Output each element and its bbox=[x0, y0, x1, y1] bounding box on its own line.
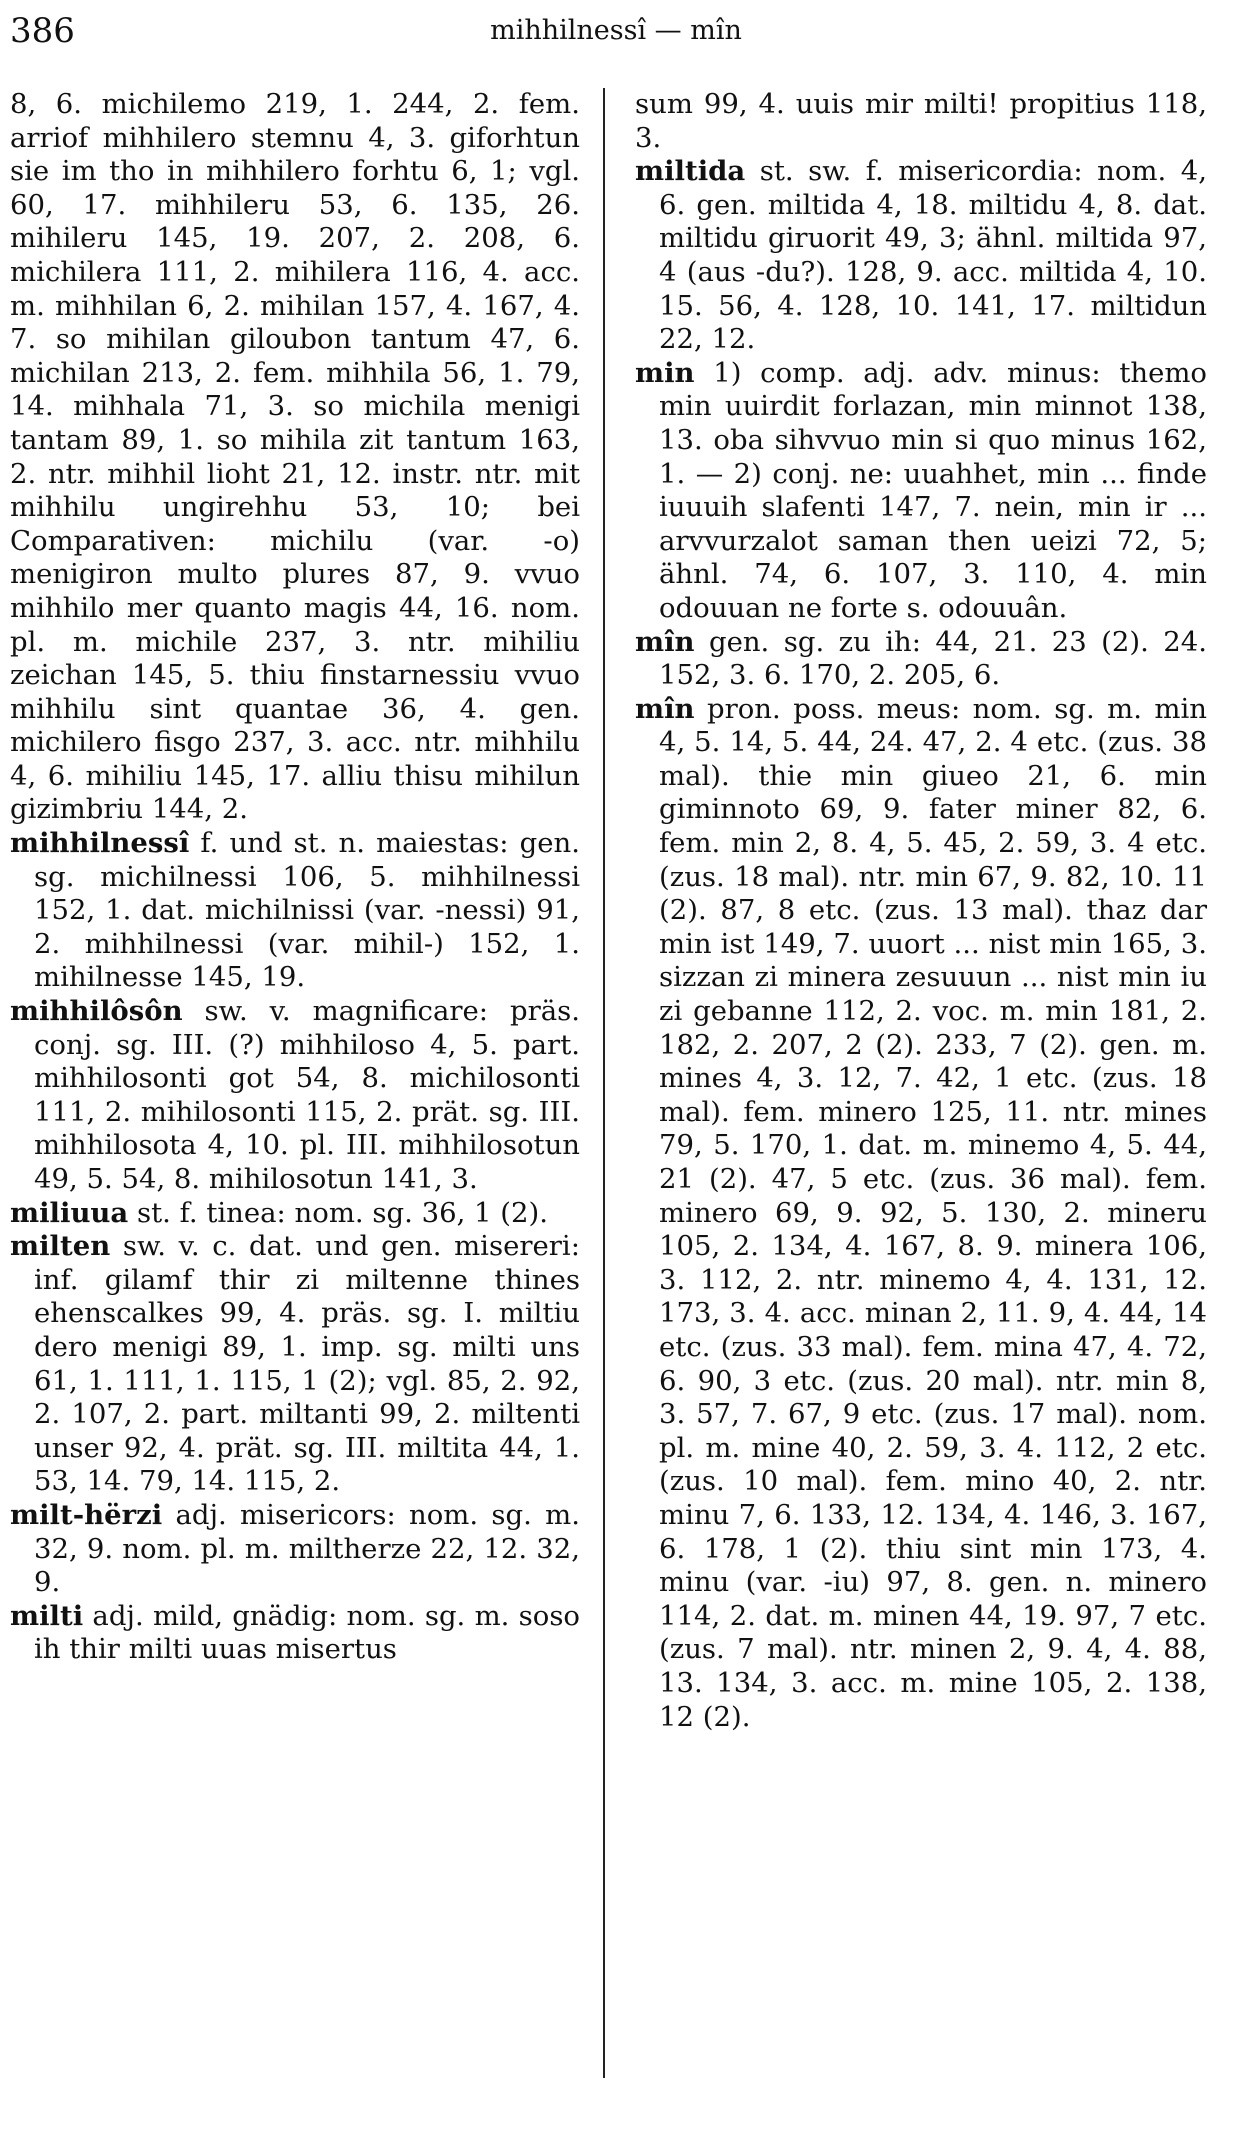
right-column bbox=[635, 88, 1207, 1734]
page-number: 386 bbox=[10, 11, 75, 51]
entry-text: adj. misericors: nom. sg. m. 32, 9. nom. pl. m. miltherze 22, 12. 32, 9. bbox=[34, 1498, 580, 1599]
entry-lemma: milti bbox=[10, 1599, 84, 1632]
entry-lemma: milt-hërzi bbox=[10, 1498, 163, 1531]
entry-text: gen. sg. zu ih: 44, 21. 23 (2). 24. 152, 3. 6. 170, 2. 205, 6. bbox=[659, 625, 1207, 692]
entry-text: sum 99, 4. uuis mir milti! propitius 118, 3. bbox=[635, 88, 1207, 154]
running-title: mihhilnessî — mîn bbox=[490, 15, 742, 46]
left-column bbox=[10, 88, 580, 1667]
dictionary-entry bbox=[635, 626, 1207, 693]
entry-text: sw. v. magnificare: präs. conj. sg. III. (?) mihhiloso 4, 5. part. mihhilosonti got 54, 8. michilosonti 111, 2. mihilosonti 115, 2. prät. sg. III. mihhilosota 4, 10. pl. III. mihhilosotun 49, 5. 54, 8. mihilosotun 141, 3. bbox=[34, 995, 580, 1195]
continued-entry bbox=[635, 88, 1207, 155]
entry-text: adj. mild, gnädig: nom. sg. m. soso ih thir milti uuas misertus bbox=[34, 1599, 580, 1666]
entry-lemma: miliuua bbox=[10, 1196, 129, 1229]
entry-text: st. f. tinea: nom. sg. 36, 1 (2). bbox=[128, 1196, 548, 1229]
entry-text: 8, 6. michilemo 219, 1. 244, 2. fem. arriof mihhilero stemnu 4, 3. giforhtun sie im tho in mihhilero forhtu 6, 1; vgl. 60, 17. mihhileru 53, 6. 135, 26. mihileru 145, 19. 207, 2. 208, 6. michilera 111, 2. mihilera 116, 4. acc. m. mihhilan 6, 2. mihilan 157, 4. 167, 4. 7. so mihilan giloubon tantum 47, 6. michilan 213, 2. fem. mihhila 56, 1. 79, 14. mihhala 71, 3. so michila menigi tantam 89, 1. so mihila zit tantum 163, 2. ntr. mihhil lioht 21, 12. instr. ntr. mit mihhilu ungirehhu 53, 10; bei Comparativen: michilu (var. -o) menigiron multo plures 87, 9. vvuo mihhilo mer quanto magis 44, 16. nom. pl. m. michile 237, 3. ntr. mihiliu zeichan 145, 5. thiu finstarnessiu vvuo mihhilu sint quantae 36, 4. gen. michilero fisgo 237, 3. acc. ntr. mihhilu 4, 6. mihiliu 145, 17. alliu thisu mihilun gizimbriu 144, 2. bbox=[10, 88, 580, 826]
entry-text: sw. v. c. dat. und gen. misereri: inf. gilamf thir zi miltenne thines ehenscalkes 99, 4. präs. sg. I. miltiu dero menigi 89, 1. imp. sg. milti uns 61, 1. 111, 1. 115, 1 (2); vgl. 85, 2. 92, 2. 107, 2. part. miltanti 99, 2. miltenti unser 92, 4. prät. sg. III. miltita 44, 1. 53, 14. 79, 14. 115, 2. bbox=[34, 1230, 580, 1498]
dictionary-entry bbox=[635, 357, 1207, 626]
entry-lemma: milten bbox=[10, 1230, 111, 1263]
entry-lemma: mîn bbox=[635, 625, 695, 658]
entry-text: pron. poss. meus: nom. sg. m. min 4, 5. 14, 5. 44, 24. 47, 2. 4 etc. (zus. 38 mal). thie min giueo 21, 6. min giminnoto 69, 9. fater miner 82, 6. fem. min 2, 8. 4, 5. 45, 2. 59, 3. 4 etc. (zus. 18 mal). ntr. min 67, 9. 82, 10. 11 (2). 87, 8 etc. (zus. 13 mal). thaz dar min ist 149, 7. uuort ... nist min 165, 3. sizzan zi minera zesuuun ... nist min iu zi gebanne 112, 2. voc. m. min 181, 2. 182, 2. 207, 2 (2). 233, 7 (2). gen. m. mines 4, 3. 12, 7. 42, 1 etc. (zus. 18 mal). fem. minero 125, 11. ntr. mines 79, 5. 170, 1. dat. m. minemo 4, 5. 44, 21 (2). 47, 5 etc. (zus. 36 mal). fem. minero 69, 9. 92, 5. 130, 2. mineru 105, 2. 134, 4. 167, 8. 9. minera 106, 3. 112, 2. ntr. minemo 4, 4. 131, 12. 173, 3. 4. acc. minan 2, 11. 9, 4. 44, 14 etc. (zus. 33 mal). fem. mina 47, 4. 72, 6. 90, 3 etc. (zus. 20 mal). ntr. min 8, 3. 57, 7. 67, 9 etc. (zus. 17 mal). nom. pl. m. mine 40, 2. 59, 3. 4. 112, 2 etc. (zus. 10 mal). fem. mino 40, 2. ntr. minu 7, 6. 133, 12. 134, 4. 146, 3. 167, 6. 178, 1 (2). thiu sint min 173, 4. minu (var. -iu) 97, 8. gen. n. minero 114, 2. dat. m. minen 44, 19. 97, 7 etc. (zus. 7 mal). ntr. minen 2, 9. 4, 4. 88, 13. 134, 3. acc. m. mine 105, 2. 138, 12 (2). bbox=[659, 692, 1207, 1733]
entry-lemma: mihhilôsôn bbox=[10, 995, 183, 1028]
dictionary-entry bbox=[635, 693, 1207, 1734]
entry-text: st. sw. f. misericordia: nom. 4, 6. gen. miltida 4, 18. miltidu 4, 8. dat. miltidu giruorit 49, 3; ähnl. miltida 97, 4 (aus -du?). 128, 9. acc. miltida 4, 10. 15. 56, 4. 128, 10. 141, 17. miltidun 22, 12. bbox=[659, 155, 1207, 356]
dictionary-entry bbox=[10, 995, 580, 1197]
dictionary-entry bbox=[10, 1600, 580, 1667]
entry-lemma: mîn bbox=[635, 692, 695, 725]
running-head bbox=[10, 8, 1222, 54]
entry-lemma: mihhilnessî bbox=[10, 827, 190, 860]
entry-text: 1) comp. adj. adv. minus: themo min uuirdit forlazan, min minnot 138, 13. oba sihvvuo min si quo minus 162, 1. — 2) conj. ne: uuahhet, min ... finde iuuuih slafenti 147, 7. nein, min ir ... arvvurzalot saman then ueizi 72, 5; ähnl. 74, 6. 107, 3. 110, 4. min odouuan ne forte s. odouuân. bbox=[659, 356, 1207, 624]
entry-text: f. und st. n. maiestas: gen. sg. michilnessi 106, 5. mihhilnessi 152, 1. dat. michilnissi (var. -nessi) 91, 2. mihhilnessi (var. mihil-) 152, 1. mihilnesse 145, 19. bbox=[34, 827, 580, 994]
column-divider bbox=[603, 88, 605, 2078]
dictionary-entry bbox=[635, 155, 1207, 357]
dictionary-entry bbox=[10, 1230, 580, 1499]
dictionary-entry bbox=[10, 1197, 580, 1231]
entry-lemma: miltida bbox=[635, 155, 746, 188]
dictionary-entry bbox=[10, 827, 580, 995]
continued-entry bbox=[10, 88, 580, 827]
dictionary-entry bbox=[10, 1499, 580, 1600]
entry-lemma: min bbox=[635, 356, 695, 389]
